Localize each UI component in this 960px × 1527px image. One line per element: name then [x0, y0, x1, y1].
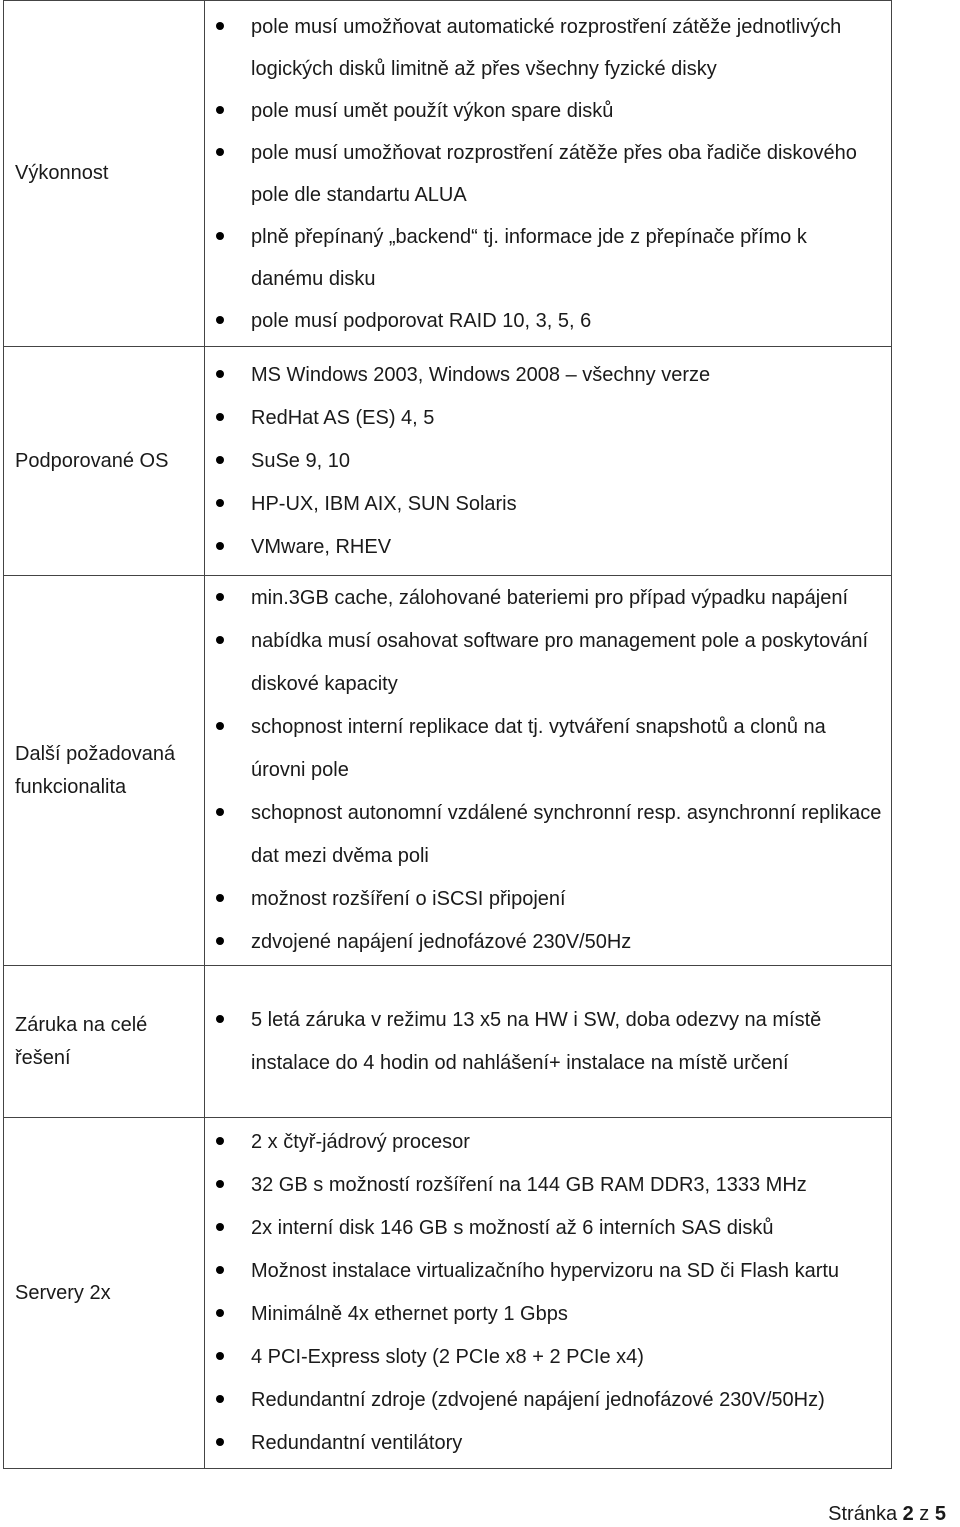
list-item: zdvojené napájení jednofázové 230V/50Hz — [205, 921, 891, 964]
requirements-table — [3, 0, 892, 1469]
page-number — [828, 1503, 946, 1526]
bullet-list — [205, 6, 891, 342]
bullet-list — [205, 577, 891, 964]
table-row — [4, 966, 892, 1118]
list-item: pole musí podporovat RAID 10, 3, 5, 6 — [205, 300, 891, 342]
list-item: schopnost interní replikace dat tj. vytváření snapshotů a clonů na úrovni pole — [205, 706, 891, 792]
list-item: 2 x čtyř-jádrový procesor — [205, 1121, 891, 1164]
list-item: SuSe 9, 10 — [205, 440, 891, 483]
row-label: Další požadovaná funkcionalita — [4, 576, 205, 966]
row-label: Výkonnost — [4, 1, 205, 347]
row-label: Podporované OS — [4, 347, 205, 576]
list-item: Redundantní ventilátory — [205, 1422, 891, 1465]
row-label: Záruka na celé řešení — [4, 966, 205, 1118]
bullet-list — [205, 999, 891, 1085]
bullet-list — [205, 1121, 891, 1465]
list-item: možnost rozšíření o iSCSI připojení — [205, 878, 891, 921]
list-item: HP-UX, IBM AIX, SUN Solaris — [205, 483, 891, 526]
table-row — [4, 347, 892, 576]
list-item: 5 letá záruka v režimu 13 x5 na HW i SW, doba odezvy na místě instalace do 4 hodin od nahlášení+ instalace na místě určení — [205, 999, 891, 1085]
list-item: nabídka musí osahovat software pro management pole a poskytování diskové kapacity — [205, 620, 891, 706]
list-item: 4 PCI-Express sloty (2 PCIe x8 + 2 PCIe x4) — [205, 1336, 891, 1379]
list-item: MS Windows 2003, Windows 2008 – všechny verze — [205, 354, 891, 397]
list-item: 2x interní disk 146 GB s možností až 6 interních SAS disků — [205, 1207, 891, 1250]
page-number-prefix: Stránka — [828, 1503, 903, 1525]
list-item: RedHat AS (ES) 4, 5 — [205, 397, 891, 440]
bullet-list — [205, 354, 891, 569]
table-row — [4, 576, 892, 966]
list-item: 32 GB s možností rozšíření na 144 GB RAM DDR3, 1333 MHz — [205, 1164, 891, 1207]
list-item: pole musí umožňovat automatické rozprostření zátěže jednotlivých logických disků limitně až přes všechny fyzické disky — [205, 6, 891, 90]
list-item: VMware, RHEV — [205, 526, 891, 569]
list-item: Možnost instalace virtualizačního hypervizoru na SD či Flash kartu — [205, 1250, 891, 1293]
list-item: plně přepínaný „backend“ tj. informace jde z přepínače přímo k danému disku — [205, 216, 891, 300]
row-label: Servery 2x — [4, 1118, 205, 1469]
list-item: Minimálně 4x ethernet porty 1 Gbps — [205, 1293, 891, 1336]
list-item: schopnost autonomní vzdálené synchronní resp. asynchronní replikace dat mezi dvěma poli — [205, 792, 891, 878]
page-number-current: 2 — [902, 1503, 914, 1525]
list-item: Redundantní zdroje (zdvojené napájení jednofázové 230V/50Hz) — [205, 1379, 891, 1422]
list-item: pole musí umět použít výkon spare disků — [205, 90, 891, 132]
page-number-total: 5 — [934, 1503, 946, 1525]
table-row — [4, 1118, 892, 1469]
list-item: min.3GB cache, zálohované bateriemi pro případ výpadku napájení — [205, 577, 891, 620]
page-number-middle: z — [913, 1503, 935, 1525]
list-item: pole musí umožňovat rozprostření zátěže přes oba řadiče diskového pole dle standartu ALUA — [205, 132, 891, 216]
table-row — [4, 1, 892, 347]
